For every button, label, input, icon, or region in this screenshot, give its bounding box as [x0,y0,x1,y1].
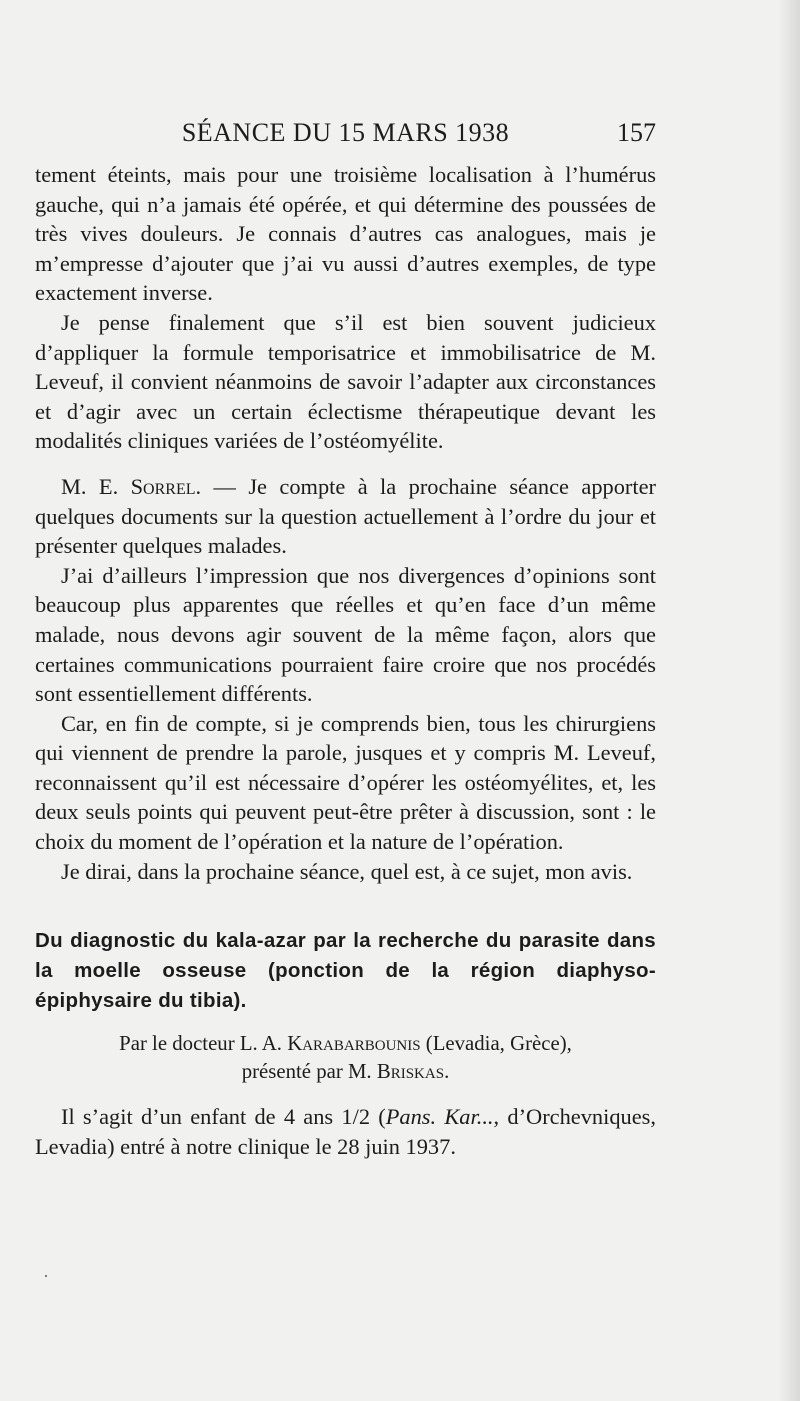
speaker-name: M. E. Sorrel. [61,473,202,499]
article-first-paragraph [35,1102,656,1161]
speaker-text: — Je compte à la prochaine séance apporter quelques documents sur la question actuellement à l’ordre du jour et présenter quelques malades. [35,473,656,559]
presented-suffix: . [444,1060,450,1084]
paragraph-continuation: tement éteints, mais pour une troisième localisation à l’humérus gauche, qui n’a jamais été opérée, et qui détermine des poussées de très vives douleurs. Je connais d’autres cas analogues, mais je m’empresse d’ajouter que j’ai vu aussi d’autres exemples, de type exactement inverse. [35,162,656,306]
byline-prefix: Par le docteur L. A. [119,1032,288,1056]
article-title: Du diagnostic du kala-azar par la recherche du parasite dans la moelle osseuse (ponction de la région diaphyso-épiphysaire du tibia). [35,929,656,1013]
case-reference: Pans. Kar... [385,1104,494,1130]
body-text [35,160,656,1161]
paragraph: J’ai d’ailleurs l’impression que nos divergences d’opinions sont beaucoup plus apparentes que réelles et qu’en face d’un même malade, nous devons agir souvent de la même façon, alors que certaines communications pourraient faire croire que nos procédés sont essentiellement différents. [35,562,656,707]
presented-prefix: présenté par M. [241,1060,377,1084]
byline-presenter-line [35,1058,656,1086]
author-affiliation: (Levadia, Grèce), [420,1032,572,1056]
text-run: , d’Orchevniques, Levadia) entré à notre clinique le 28 juin 1937. [35,1104,656,1159]
byline-author-line [35,1030,656,1058]
text-run: Il s’agit d’un enfant de 4 ans 1/2 ( [61,1104,386,1130]
page-number: 157 [617,118,656,147]
scan-speck [45,1275,47,1277]
paragraph: Je pense finalement que s’il est bien souvent judicieux d’appliquer la formule temporisatrice et immobilisatrice de M. Leveuf, il convient néanmoins de savoir l’adapter aux circonstances et d’agir avec un certain éclectisme thérapeutique devant les modalités cliniques variées de l’ostéomyélite. [35,309,656,454]
page-edge-shadow [778,0,800,1401]
paragraph: Car, en fin de compte, si je comprends bien, tous les chirurgiens qui viennent de prendre la parole, jusques et y compris M. Leveuf, reconnaissent qu’il est nécessaire d’opérer les ostéomyélites, et, les deux seuls points qui peuvent peut-être prêter à discussion, sont : le choix du moment de l’opération et la nature de l’opération. [35,710,656,855]
running-head [35,118,656,152]
paragraph-sorrel [35,472,656,561]
byline [35,1030,656,1086]
running-title: SÉANCE DU 15 MARS 1938 [181,118,510,147]
author-name: Karabarbounis [287,1032,421,1056]
paragraph: Je dirai, dans la prochaine séance, quel est, à ce sujet, mon avis. [61,858,633,884]
presenter-name: Briskas [376,1060,445,1084]
